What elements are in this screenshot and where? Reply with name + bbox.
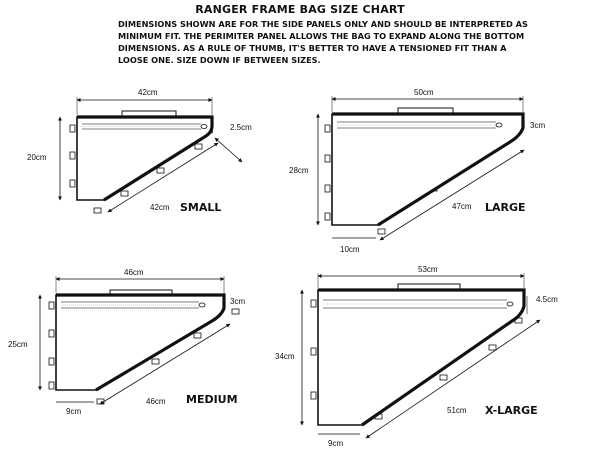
dim-front: 3cm [530, 121, 546, 130]
dim-height: 28cm [289, 166, 309, 175]
dim-line-front [215, 138, 242, 162]
bag-xlarge [275, 265, 558, 448]
fit-note-line: LOOSE ONE. SIZE DOWN IF BETWEEN SIZES. [118, 55, 321, 65]
dim-rear: 10cm [340, 245, 360, 254]
chart-title: RANGER FRAME BAG SIZE CHART [195, 3, 405, 16]
size-label: SMALL [180, 201, 222, 214]
dim-top: 50cm [414, 88, 434, 97]
fit-note-line: DIMENSIONS. AS A RULE OF THUMB, IT'S BETTER TO HAVE A TENSIONED FIT THAN A [118, 43, 507, 53]
bag-outline [77, 117, 212, 200]
size-label: LARGE [485, 201, 526, 214]
fit-note-line: DIMENSIONS SHOWN ARE FOR THE SIDE PANELS ONLY AND SHOULD BE INTERPRETED AS [118, 19, 528, 29]
dim-top: 46cm [124, 268, 144, 277]
dim-height: 20cm [27, 153, 47, 162]
dim-rear: 9cm [328, 439, 344, 448]
dim-top: 42cm [138, 88, 158, 97]
dim-bottom: 42cm [150, 203, 170, 212]
fit-note-line: MINIMUM FIT. THE PERIMITER PANEL ALLOWS THE BAG TO EXPAND ALONG THE BOTTOM [118, 31, 525, 41]
dim-height: 25cm [8, 340, 28, 349]
dim-bottom: 51cm [447, 406, 467, 415]
bag-small [27, 88, 252, 214]
dim-front: 3cm [230, 297, 246, 306]
size-label: X-LARGE [485, 404, 538, 417]
dim-height: 34cm [275, 352, 295, 361]
size-label: MEDIUM [186, 393, 238, 406]
dim-front: 2.5cm [230, 123, 252, 132]
dim-bottom: 46cm [146, 397, 166, 406]
dim-rear: 9cm [66, 407, 82, 416]
bag-large [289, 88, 545, 254]
dim-top: 53cm [418, 265, 438, 274]
bag-medium [8, 268, 245, 416]
dim-bottom: 47cm [452, 202, 472, 211]
bag-outline [56, 295, 224, 390]
dim-front: 4.5cm [536, 295, 558, 304]
